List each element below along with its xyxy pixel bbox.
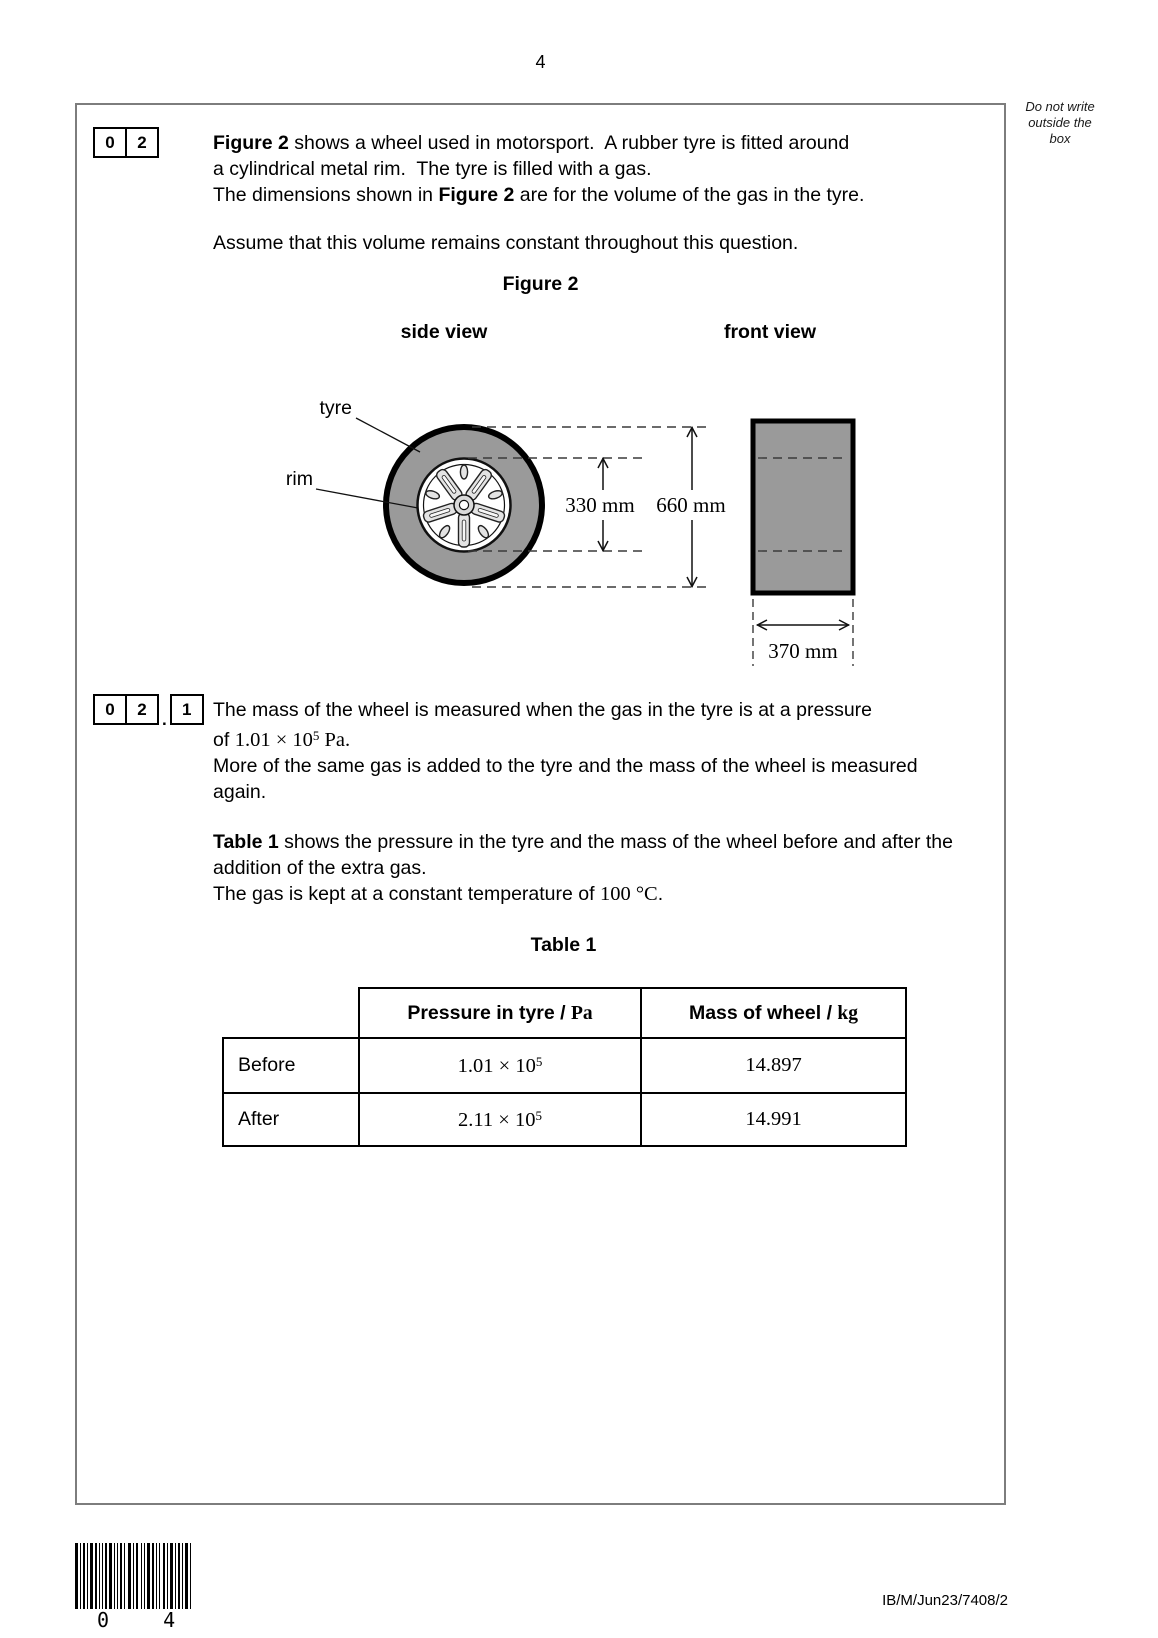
text-line: Table 1 shows the pressure in the tyre and the mass of the wheel before and after the [213, 831, 953, 853]
column-header-mass: Mass of wheel / kg [641, 988, 906, 1038]
hub-center [459, 500, 468, 509]
text-line: Assume that this volume remains constant throughout this question. [213, 232, 799, 254]
question-digit-box: 0 [93, 694, 127, 725]
question-digit-box: 0 [93, 127, 127, 158]
question-digit-box: 1 [170, 694, 204, 725]
table-row [223, 1038, 906, 1093]
pressure-value-after: $2.11 \times 10^5$ [359, 1093, 641, 1146]
q2-intro-text [213, 130, 864, 256]
text-line: addition of the extra gas. [213, 857, 427, 879]
margin-note-line: Do not write [1025, 99, 1095, 114]
table-row [223, 1093, 906, 1146]
page-number: 4 [535, 52, 546, 72]
question-number-02-1 [93, 694, 204, 729]
table-1-title: Table 1 [530, 934, 597, 956]
q21-text [213, 697, 953, 907]
pressure-value-before: $1.01 \times 10^5$ [359, 1038, 641, 1093]
front-view-rect [753, 421, 853, 593]
question-digit-box: 2 [125, 694, 159, 725]
margin-note-line: box [1049, 131, 1071, 146]
question-digit-box: 2 [125, 127, 159, 158]
table-1 [222, 987, 907, 1147]
dim-370-arrow [757, 620, 849, 630]
text-line: More of the same gas is added to the tyre and the mass of the wheel is measured [213, 755, 918, 777]
text-line: The mass of the wheel is measured when the gas in the tyre is at a pressure [213, 699, 873, 721]
tyre-label: tyre [319, 397, 352, 419]
dim-330-label: 330 mm [565, 493, 635, 517]
text-line: The dimensions shown in Figure 2 are for the volume of the gas in the tyre. [213, 184, 865, 206]
column-header-pressure: Pressure in tyre / Pa [359, 988, 641, 1038]
question-number-02 [93, 127, 159, 158]
figure-2-wheel-diagram [250, 378, 960, 673]
barcode-digits: 0 4 [97, 1608, 197, 1632]
text-line: Figure 2 shows a wheel used in motorsport. A rubber tyre is fitted around [213, 132, 850, 154]
margin-note-line: outside the [1028, 115, 1092, 130]
margin-note-do-not-write [1012, 99, 1108, 147]
mass-value-after: 14.991 [641, 1093, 906, 1146]
table-corner-cell [223, 988, 359, 1038]
question-number-separator: . [162, 710, 167, 729]
text-line: The gas is kept at a constant temperature of 100 °C. [213, 883, 664, 905]
barcode [75, 1543, 195, 1609]
front-view-label: front view [723, 321, 817, 343]
text-line: a cylindrical metal rim. The tyre is filled with a gas. [213, 158, 652, 180]
side-view-label: side view [400, 321, 488, 343]
figure-2-title: Figure 2 [502, 273, 579, 295]
row-label-before: Before [223, 1038, 359, 1093]
rim-label: rim [285, 468, 313, 490]
tyre-leader-line [356, 418, 420, 452]
text-line: again. [213, 781, 267, 803]
mass-value-before: 14.897 [641, 1038, 906, 1093]
row-label-after: After [223, 1093, 359, 1146]
paper-reference-code: IB/M/Jun23/7408/2 [882, 1592, 1008, 1609]
text-line: of $1.01 \times 10^5$ Pa. [213, 728, 351, 751]
dim-660-label: 660 mm [656, 493, 726, 517]
table-header-row [223, 988, 906, 1038]
dim-370-label: 370 mm [768, 639, 838, 663]
